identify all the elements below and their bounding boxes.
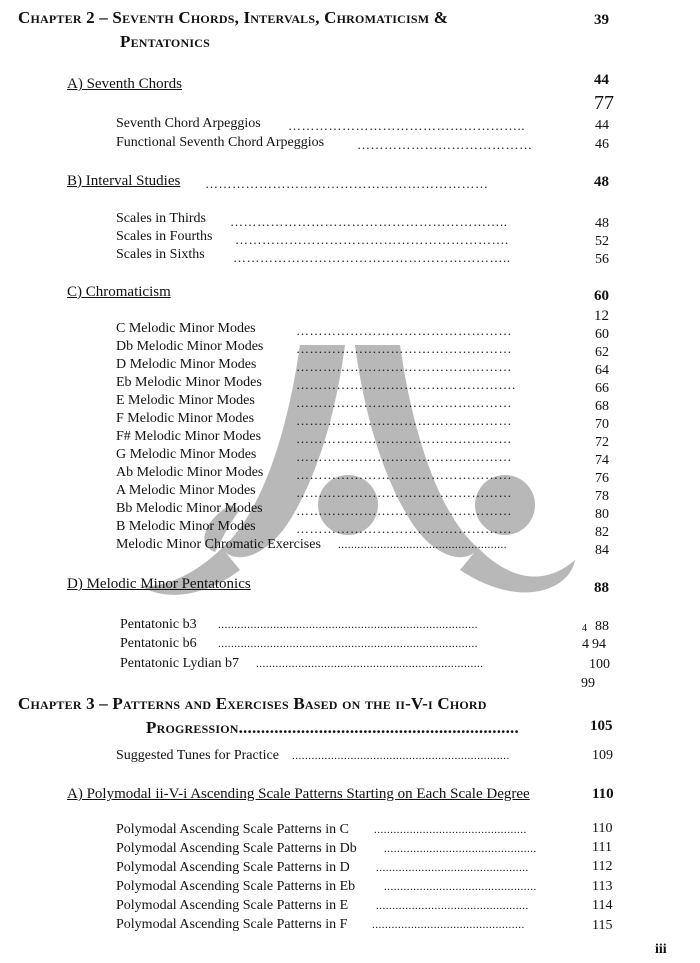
toc-item-label: Bb Melodic Minor Modes [116,501,263,516]
toc-item-label: Melodic Minor Chromatic Exercises [116,537,321,552]
toc-item-dots: .................................................... [338,539,507,551]
toc-item-page: 114 [592,898,613,913]
toc-item-page: 44 [595,118,609,133]
toc-item-label: F# Melodic Minor Modes [116,429,262,444]
toc-item-page: 52 [595,234,609,249]
toc-item-page: 100 [589,657,610,672]
toc-item-dots: …………………………………………………….. [230,214,508,229]
toc-item-page: 88 [595,619,609,634]
section-d-extra-number: 99 [581,676,595,691]
toc-item-page: 84 [595,543,609,558]
toc-item-label: Eb Melodic Minor Modes [116,375,262,390]
toc-item-label: Ab Melodic Minor Modes [116,465,264,480]
toc-item-dots: ………………………………………… [296,323,512,338]
section-c-title: C) Chromaticism [67,284,171,300]
toc-item-page: 74 [595,453,609,468]
toc-item-label: F Melodic Minor Modes [116,411,255,426]
toc-item-page: 78 [595,489,609,504]
toc-item-dots: ............................................... [372,919,525,931]
toc-item-page: 115 [592,918,613,933]
toc-item-dots: ………………………………… [357,137,533,152]
toc-item-dots: ………………………………………… [296,431,512,446]
chapter-2-title-line-1: Chapter 2 – Seventh Chords, Intervals, Chromaticism & [18,8,449,27]
toc-item-dots: ………………………………………… [296,395,512,410]
chapter-3-page: 105 [590,718,613,734]
toc-item-label: Scales in Sixths [116,247,205,262]
toc-item-dots: …………………………………………….. [288,118,525,133]
toc-item-label: Polymodal Ascending Scale Patterns in Eb [116,879,356,894]
toc-item-page: 109 [592,748,613,763]
chapter-2-page: 39 [594,12,609,28]
toc-item-label: Pentatonic b3 [120,617,197,632]
toc-item-label: Functional Seventh Chord Arpeggios [116,135,325,150]
section-b-page: 48 [594,174,609,190]
toc-item-page: 46 [595,137,609,152]
toc-item-note: 4 [582,637,589,652]
toc-item-label: A Melodic Minor Modes [116,483,256,498]
toc-item-page: 82 [595,525,609,540]
toc-item-page: 72 [595,435,609,450]
toc-item-dots: ...................................................................... [256,658,484,670]
toc-item-page: 66 [595,381,609,396]
toc-item-dots: ………………………………………… [296,503,512,518]
toc-item-page: 48 [595,216,609,231]
toc-item-label: Polymodal Ascending Scale Patterns in F [116,917,348,932]
toc-item-label: Polymodal Ascending Scale Patterns in E [116,898,349,913]
section-d-page: 88 [594,580,609,596]
section-a-title: A) Seventh Chords [67,76,182,92]
toc-item-page: 110 [592,821,613,836]
toc-item-label: Seventh Chord Arpeggios [116,116,261,131]
toc-item-dots: ………………………………………… [296,485,512,500]
toc-item-dots: ………………………………………… [296,341,512,356]
toc-item-dots: …………………………………………………….. [233,250,511,265]
toc-item-label: Scales in Fourths [116,229,213,244]
toc-item-label: Pentatonic Lydian b7 [120,656,239,671]
toc-item-label: E Melodic Minor Modes [116,393,255,408]
toc-item-page: 70 [595,417,609,432]
toc-item-label: D Melodic Minor Modes [116,357,257,372]
toc-item-label: Polymodal Ascending Scale Patterns in Db [116,841,357,856]
toc-item-dots: ……………………………………………………. [235,232,509,247]
toc-item-dots: ................................................................................ [218,619,478,631]
toc-item-label: Scales in Thirds [116,211,206,226]
toc-item-page: 112 [592,859,613,874]
toc-item-dots: ………………………………………… [296,413,512,428]
toc-item-label: B Melodic Minor Modes [116,519,256,534]
toc-item-dots: ............................................... [384,881,537,893]
section-c-extra-number: 12 [594,308,609,324]
toc-item-page: 68 [595,399,609,414]
section-a-page: 44 [594,72,609,88]
toc-item-label: Polymodal Ascending Scale Patterns in D [116,860,350,875]
section-d-title: D) Melodic Minor Pentatonics [67,576,251,592]
toc-item-label: C Melodic Minor Modes [116,321,256,336]
toc-item-note: 4 [582,623,587,634]
page-number: iii [655,942,667,957]
toc-item-dots: …………………………………………. [296,377,516,392]
toc-item-page: 113 [592,879,613,894]
chapter-3-section-a-title: A) Polymodal ii-V-i Ascending Scale Patterns Starting on Each Scale Degree [67,786,530,802]
section-b-dots: ……………………………………………………… [205,176,489,191]
section-a-extra-number: 77 [594,92,614,114]
toc-item-page: 64 [595,363,609,378]
toc-item-dots: ............................................... [376,900,529,912]
chapter-3-title-line-1: Chapter 3 – Patterns and Exercises Based on the ii-V-i Chord [18,694,487,713]
section-b-title: B) Interval Studies [67,173,181,189]
toc-item-label: G Melodic Minor Modes [116,447,257,462]
toc-item-dots: ................................................................................ [218,638,478,650]
toc-item-dots: ………………………………………… [296,359,512,374]
toc-item-page: 62 [595,345,609,360]
toc-item-page: 111 [592,840,612,855]
toc-item-label: Suggested Tunes for Practice [116,748,279,763]
toc-item-dots: ………………………………………… [296,467,512,482]
toc-item-dots: ............................................... [384,843,537,855]
toc-item-label: Db Melodic Minor Modes [116,339,264,354]
toc-item-label: Polymodal Ascending Scale Patterns in C [116,822,349,837]
toc-item-page: 94 [592,637,606,652]
toc-item-page: 80 [595,507,609,522]
toc-item-dots: ………………………………………… [296,449,512,464]
section-c-page: 60 [594,288,609,304]
toc-item-dots: ............................................... [374,824,527,836]
toc-item-dots: ................................................................... [292,750,510,762]
chapter-2-title-line-2: Pentatonics [120,32,210,51]
toc-item-page: 56 [595,252,609,267]
toc-item-page: 60 [595,327,609,342]
toc-item-label: Pentatonic b6 [120,636,197,651]
toc-item-dots: ............................................... [376,862,529,874]
toc-item-dots: ………………………………………… [296,521,512,536]
chapter-3-section-a-page: 110 [592,786,614,802]
chapter-3-title-line-2: Progression............................................................... [146,718,519,737]
toc-item-page: 76 [595,471,609,486]
